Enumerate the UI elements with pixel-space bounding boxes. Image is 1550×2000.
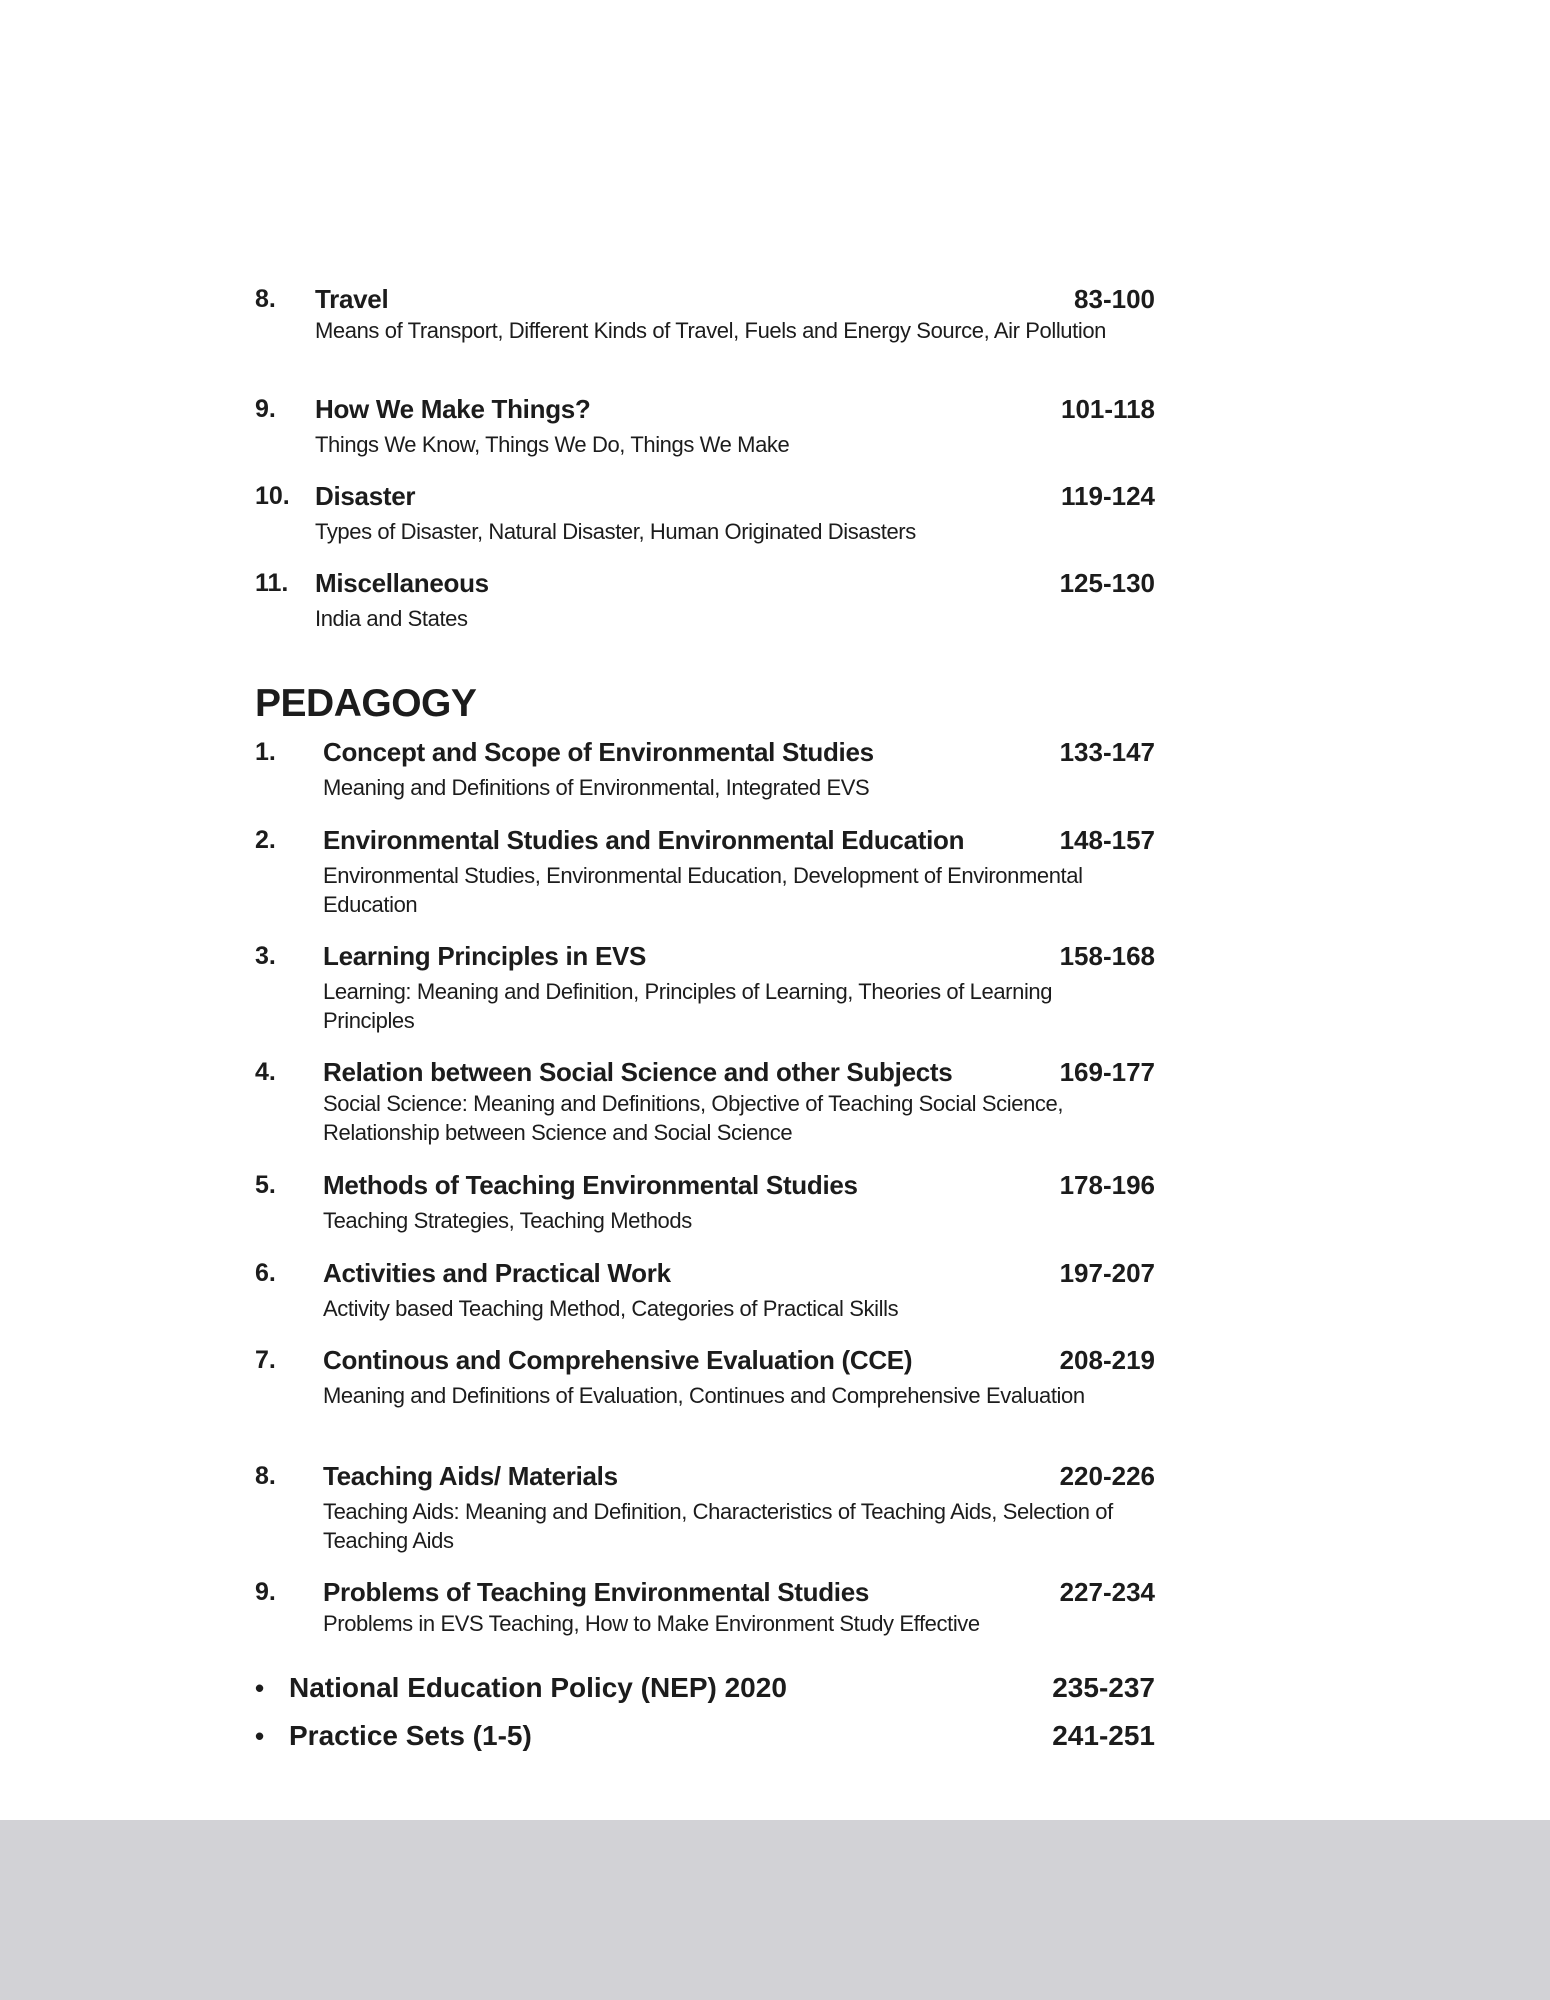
entry-pages: 133-147: [1059, 737, 1155, 767]
toc-entry-learning-principles: [255, 939, 1155, 1035]
entry-description: Means of Transport, Different Kinds of Travel, Fuels and Energy Source, Air Pollution: [315, 318, 1107, 343]
entry-pages: 101-118: [1061, 394, 1155, 424]
entry-description: Learning: Meaning and Definition, Principles of Learning, Theories of Learning Principles: [323, 979, 1053, 1033]
toc-entry-disaster: [255, 479, 1155, 546]
toc-extra-practice-sets: [255, 1717, 1155, 1755]
toc-entry-teaching-aids: [255, 1459, 1155, 1555]
entry-title: Environmental Studies and Environmental Education: [323, 825, 965, 855]
entry-title: How We Make Things?: [315, 394, 591, 424]
entry-title: Problems of Teaching Environmental Studies: [323, 1577, 870, 1607]
entry-description: Types of Disaster, Natural Disaster, Human Originated Disasters: [315, 519, 916, 544]
toc-entry-activities-practical: [255, 1256, 1155, 1323]
entry-number: 7.: [255, 1346, 276, 1374]
entry-pages: 208-219: [1059, 1345, 1155, 1375]
entry-pages: 197-207: [1059, 1258, 1155, 1288]
section-heading-pedagogy: PEDAGOGY: [255, 682, 477, 725]
entry-number: 8.: [255, 1462, 276, 1490]
entry-title: Learning Principles in EVS: [323, 941, 647, 971]
bullet-icon: •: [255, 1721, 265, 1751]
toc-entry-methods-of-teaching: [255, 1168, 1155, 1235]
entry-title: Teaching Aids/ Materials: [323, 1461, 618, 1491]
footer-band: [0, 1820, 1550, 2000]
entry-title: Methods of Teaching Environmental Studies: [323, 1170, 858, 1200]
entry-title: Miscellaneous: [315, 568, 489, 598]
toc-entry-travel: [255, 282, 1155, 345]
entry-pages: 83-100: [1074, 284, 1155, 314]
entry-title: Activities and Practical Work: [323, 1258, 671, 1288]
toc-entry-social-science-relation: [255, 1055, 1155, 1147]
entry-pages: 169-177: [1059, 1057, 1155, 1087]
entry-number: 4.: [255, 1058, 276, 1086]
extra-pages: 235-237: [1052, 1672, 1155, 1703]
entry-title: Disaster: [315, 481, 416, 511]
entry-title: Concept and Scope of Environmental Studies: [323, 737, 874, 767]
toc-entry-miscellaneous: [255, 566, 1155, 633]
toc-entry-how-we-make-things: [255, 392, 1155, 459]
entry-number: 11.: [255, 569, 289, 597]
entry-number: 5.: [255, 1171, 276, 1199]
toc-entry-concept-scope: [255, 735, 1155, 802]
extra-pages: 241-251: [1052, 1720, 1155, 1751]
entry-number: 9.: [255, 395, 276, 423]
entry-description: Teaching Strategies, Teaching Methods: [323, 1208, 692, 1233]
entry-pages: 227-234: [1059, 1577, 1155, 1607]
toc-extra-nep-2020: [255, 1669, 1155, 1707]
entry-number: 3.: [255, 942, 276, 970]
entry-description: Things We Know, Things We Do, Things We Make: [315, 432, 790, 457]
entry-number: 9.: [255, 1578, 276, 1606]
entry-title: Travel: [315, 284, 389, 314]
bullet-icon: •: [255, 1673, 265, 1703]
entry-number: 8.: [255, 285, 276, 313]
entry-number: 6.: [255, 1259, 276, 1287]
entry-description: Social Science: Meaning and Definitions, Objective of Teaching Social Science, Relationship between Science and Social Science: [323, 1091, 1064, 1145]
entry-description: India and States: [315, 606, 468, 631]
toc-entry-env-studies-education: [255, 823, 1155, 919]
entry-description: Problems in EVS Teaching, How to Make Environment Study Effective: [323, 1611, 980, 1636]
entry-description: Meaning and Definitions of Evaluation, Continues and Comprehensive Evaluation: [323, 1383, 1085, 1408]
entry-number: 10.: [255, 482, 290, 510]
entry-pages: 158-168: [1059, 941, 1155, 971]
entry-pages: 148-157: [1059, 825, 1155, 855]
entry-title: Continous and Comprehensive Evaluation (CCE): [323, 1345, 913, 1375]
toc-entry-cce: [255, 1343, 1155, 1410]
entry-number: 1.: [255, 738, 276, 766]
entry-description: Activity based Teaching Method, Categories of Practical Skills: [323, 1296, 899, 1321]
entry-pages: 119-124: [1061, 481, 1155, 511]
entry-pages: 220-226: [1059, 1461, 1155, 1491]
toc-entry-problems-of-teaching: [255, 1575, 1155, 1638]
entry-title: Relation between Social Science and other Subjects: [323, 1057, 953, 1087]
entry-description: Environmental Studies, Environmental Education, Development of Environmental Education: [323, 863, 1083, 917]
extra-title: National Education Policy (NEP) 2020: [289, 1672, 787, 1703]
entry-pages: 125-130: [1059, 568, 1155, 598]
entry-description: Teaching Aids: Meaning and Definition, Characteristics of Teaching Aids, Selection of Teaching Aids: [323, 1499, 1113, 1553]
extra-title: Practice Sets (1-5): [289, 1720, 532, 1751]
entry-description: Meaning and Definitions of Environmental, Integrated EVS: [323, 775, 870, 800]
entry-number: 2.: [255, 826, 276, 854]
entry-pages: 178-196: [1059, 1170, 1155, 1200]
